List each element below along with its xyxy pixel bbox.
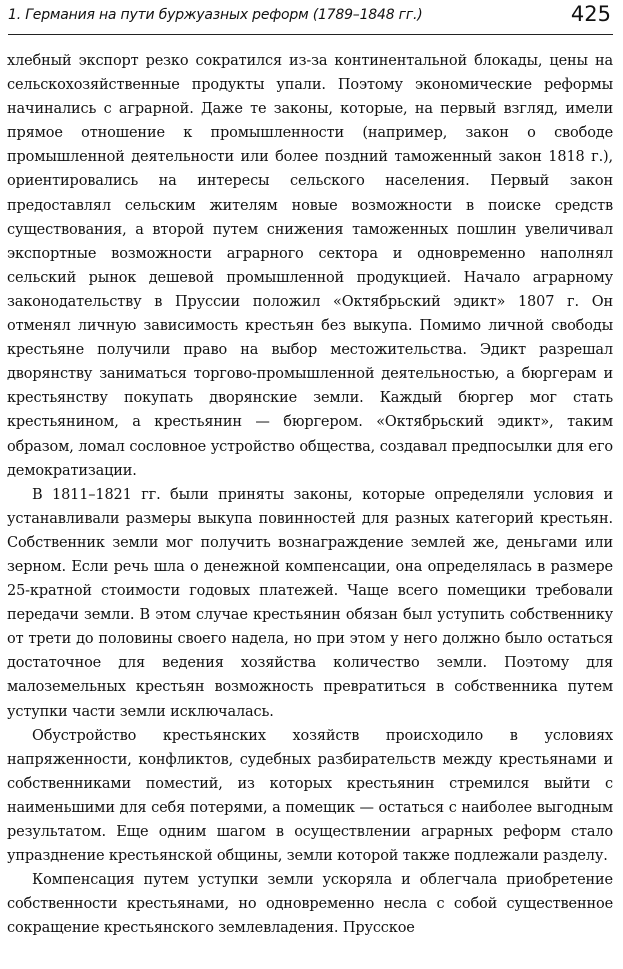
page-header [8,0,613,35]
paragraph-3: Обустройство крестьянских хозяйств происходило в условиях напряженности, конфликтов, судебных разбирательств между крестьянами и собственниками поместий, из которых крестьянин стремился выйти с наименьшими для себя потерями, а помещик — остаться с наиболее выгодным результатом. Еще одним шагом в осуществлении аграрных реформ стало упразднение крестьянской общины, земли которой также подлежали разделу. [7,727,613,865]
paragraph-4: Компенсация путем уступки земли ускоряла и облегчала приобретение собственности крестьянами, но одновременно несла с собой существенное сокращение крестьянского землевладения. Прусское [7,872,613,937]
running-head: 1. Германия на пути буржуазных реформ (1789–1848 гг.) [8,7,423,23]
page-number: 425 [570,2,611,26]
body-text [7,49,613,940]
paragraph-2: В 1811–1821 гг. были приняты законы, которые определяли условия и устанавливали размеры выкупа повинностей для разных категорий крестьян. Собственник земли мог получить вознаграждение землей же, деньгами или зерном. Если речь шла о денежной компенсации, она определялась в размере 25-кратной стоимости годовых платежей. Чаще всего помещики требовали передачи земли. В этом случае крестьянин обязан был уступить собственнику от трети до половины своего надела, но при этом у него должно было остаться достаточное для ведения хозяйства количество земли. Поэтому для малоземельных крестьян возможность превратиться в собственника путем уступки части земли исключалась. [7,486,613,720]
paragraph-1: хлебный экспорт резко сократился из-за континентальной блокады, цены на сельскохозяйственные продукты упали. Поэтому экономические реформы начинались с аграрной. Даже те законы, которые, на первый взгляд, имели прямое отношение к промышленности (например, закон о свободе промышленной деятельности или более поздний таможенный закон 1818 г.), ориентировались на интересы сельского населения. Первый закон предоставлял сельским жителям новые возможности в поиске средств существования, а второй путем снижения таможенных пошлин увеличивал экспортные возможности аграрного сектора и одновременно наполнял сельский рынок дешевой промышленной продукцией. Начало аграрному законодательству в Пруссии положил «Октябрьский эдикт» 1807 г. Он отменял личную зависимость крестьян без выкупа. Помимо личной свободы крестьяне получили право на выбор местожительства. Эдикт разрешал дворянству заниматься торгово-промышленной деятельностью, а бюргерам и крестьянству покупать дворянские земли. Каждый бюргер мог стать крестьянином, а крестьянин — бюргером. «Октябрьский эдикт», таким образом, ломал сословное устройство общества, создавал предпосылки для его демократизации. [7,53,613,479]
